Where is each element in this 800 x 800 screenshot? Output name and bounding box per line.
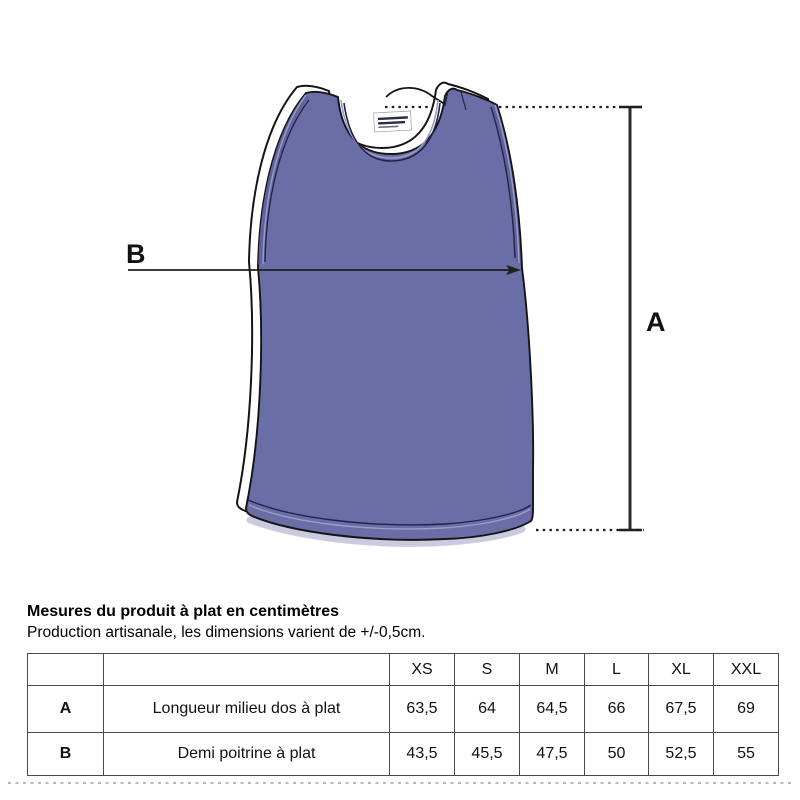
value-a-s: 64 — [455, 686, 520, 733]
value-a-m: 64,5 — [520, 686, 585, 733]
corner-cell-label — [104, 654, 390, 686]
measure-b-label: B — [126, 239, 146, 269]
row-b-description: Demi poitrine à plat — [104, 733, 390, 776]
value-a-l: 66 — [585, 686, 649, 733]
size-header-xl: XL — [649, 654, 714, 686]
size-header-m: M — [520, 654, 585, 686]
value-b-l: 50 — [585, 733, 649, 776]
value-b-xl: 52,5 — [649, 733, 714, 776]
size-header-xxl: XXL — [714, 654, 779, 686]
value-a-xs: 63,5 — [390, 686, 455, 733]
tank-top-body — [246, 89, 533, 540]
value-b-m: 47,5 — [520, 733, 585, 776]
table-row-a — [28, 686, 779, 733]
notes-subtitle: Production artisanale, les dimensions varient de +/-0,5cm. — [27, 624, 426, 641]
measure-a — [619, 107, 666, 530]
row-a-description: Longueur milieu dos à plat — [104, 686, 390, 733]
notes-title: Mesures du produit à plat en centimètres — [27, 603, 340, 620]
value-a-xxl: 69 — [714, 686, 779, 733]
size-table — [27, 653, 779, 776]
measurement-notes — [27, 602, 425, 643]
row-a-letter: A — [28, 686, 104, 733]
row-b-letter: B — [28, 733, 104, 776]
care-label — [374, 111, 412, 132]
size-header-row — [28, 654, 779, 686]
size-header-l: L — [585, 654, 649, 686]
table-row-b — [28, 733, 779, 776]
bottom-dashed-divider — [8, 782, 794, 784]
value-b-xxl: 55 — [714, 733, 779, 776]
size-header-xs: XS — [390, 654, 455, 686]
corner-cell-letter — [28, 654, 104, 686]
value-b-s: 45,5 — [455, 733, 520, 776]
measure-a-label: A — [646, 307, 666, 337]
value-b-xs: 43,5 — [390, 733, 455, 776]
value-a-xl: 67,5 — [649, 686, 714, 733]
size-header-s: S — [455, 654, 520, 686]
